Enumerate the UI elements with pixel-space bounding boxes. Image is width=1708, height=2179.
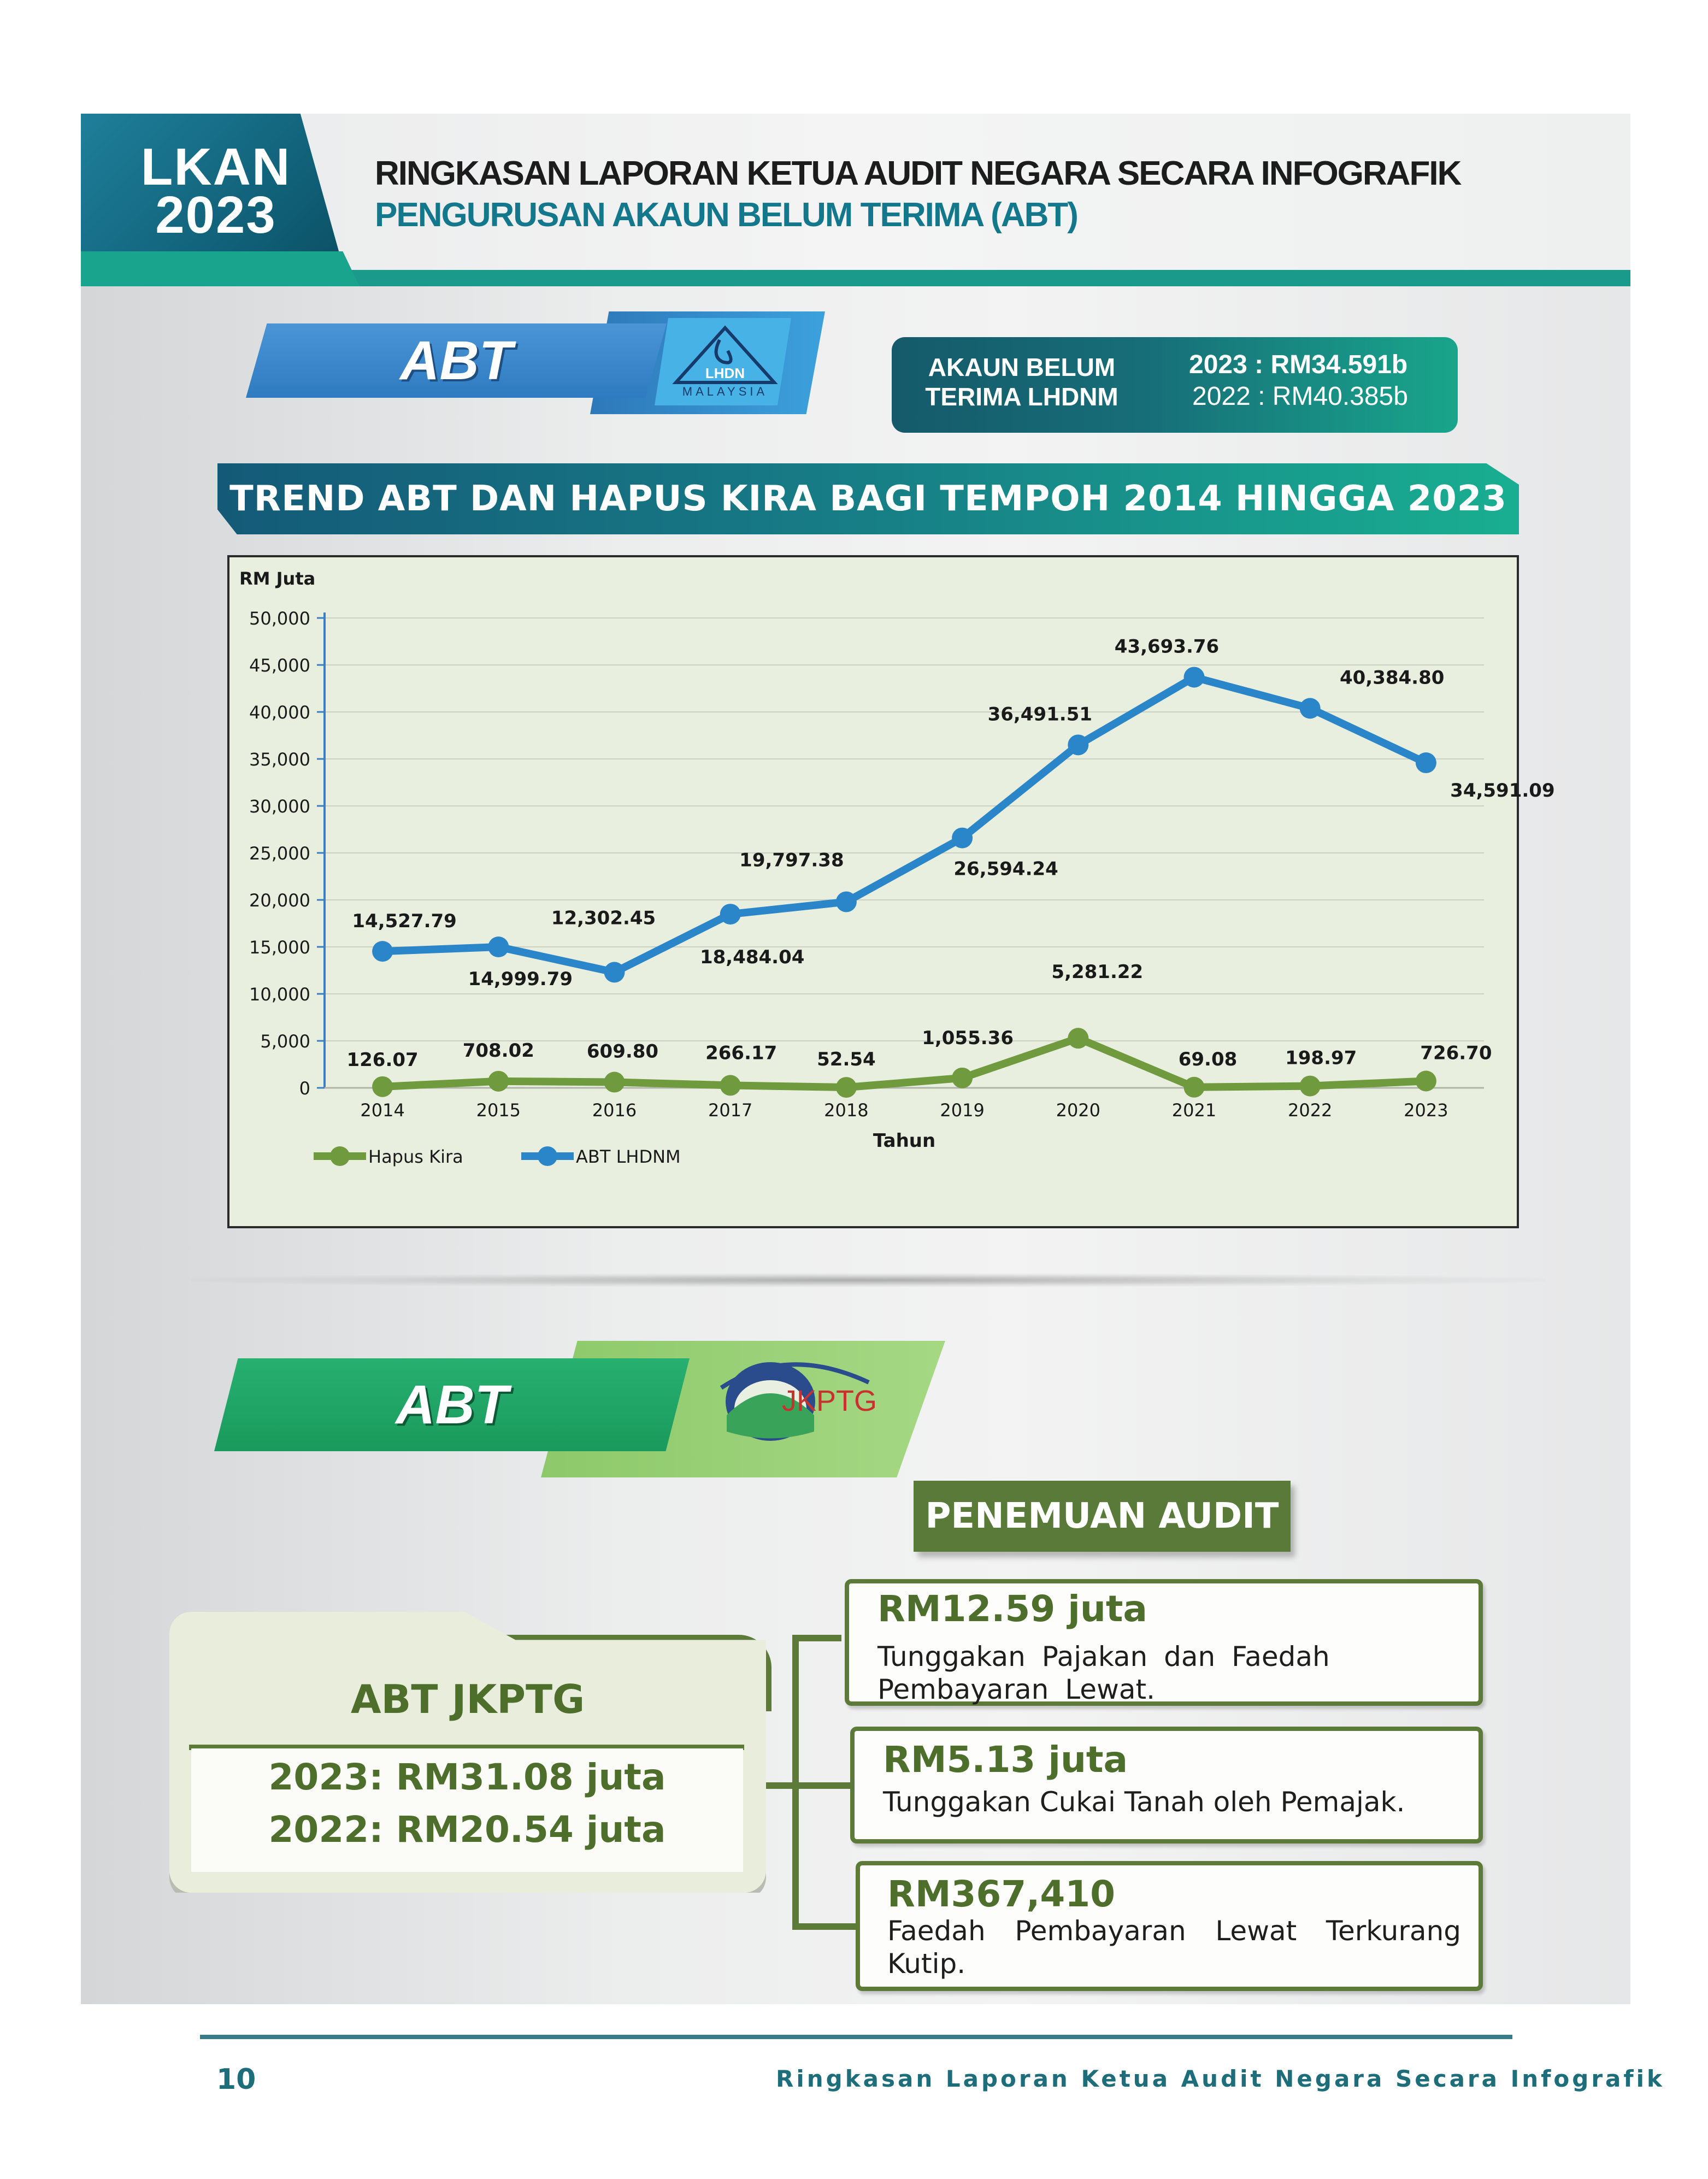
x-tick-label: 2022: [1287, 1100, 1333, 1121]
lhdn-logo: [668, 323, 782, 400]
data-label: 18,484.04: [699, 946, 805, 969]
finding-description: Tunggakan Cukai Tanah oleh Pemajak.: [883, 1786, 1405, 1818]
finding-description: Faedah Pembayaran Lewat Terkurang Kutip.: [887, 1915, 1461, 1980]
data-label: 52.54: [817, 1049, 876, 1071]
data-label: 26,594.24: [953, 858, 1058, 880]
badge-line2: 2023: [155, 186, 276, 244]
x-tick-label: 2018: [824, 1100, 869, 1121]
data-point: [1416, 752, 1436, 773]
finding-box-3: [856, 1861, 1483, 1991]
jkptg-value-2023: 2023: RM31.08 juta: [268, 1756, 666, 1798]
y-axis-label: RM Juta: [239, 568, 316, 589]
data-label: 14,999.79: [468, 968, 573, 991]
jkptg-abt-label: ABT: [396, 1374, 508, 1435]
data-point: [1068, 1028, 1088, 1049]
tree-branch-1: [792, 1635, 841, 1641]
data-label: 19,797.38: [739, 849, 844, 871]
data-label: 36,491.51: [987, 703, 1093, 726]
y-tick-label: 0: [299, 1078, 310, 1099]
y-tick-label: 40,000: [249, 702, 310, 723]
trend-chart: [227, 555, 1555, 1228]
y-tick-label: 15,000: [249, 937, 310, 958]
data-label: 1,055.36: [922, 1027, 1014, 1049]
data-point: [604, 962, 625, 982]
data-point: [1184, 1077, 1205, 1098]
data-label: 5,281.22: [1051, 961, 1144, 984]
x-tick-label: 2023: [1404, 1100, 1448, 1121]
data-label: 69.08: [1178, 1048, 1238, 1070]
data-label: 40,384.80: [1339, 667, 1445, 689]
y-tick-label: 35,000: [249, 749, 310, 770]
finding-description: Tunggakan Pajakan dan Faedah Pembayaran Lewat.: [877, 1641, 1330, 1705]
data-point: [604, 1072, 625, 1093]
data-point: [1416, 1071, 1436, 1092]
data-point: [372, 941, 393, 962]
lhdn-logo-mark: [716, 340, 731, 363]
finding-box-2: [850, 1727, 1483, 1844]
data-label: 708.02: [462, 1039, 534, 1062]
data-label: 126.07: [346, 1049, 419, 1071]
data-point: [488, 1071, 509, 1092]
x-tick-label: 2021: [1171, 1100, 1217, 1121]
jkptg-logo-text: JKPTG: [781, 1385, 877, 1417]
y-tick-label: 20,000: [249, 890, 310, 911]
penemuan-audit-title: PENEMUAN AUDIT: [914, 1481, 1291, 1552]
finding-amount: RM12.59 juta: [877, 1588, 1147, 1630]
jkptg-logo: [705, 1350, 885, 1448]
legend-label: Hapus Kira: [368, 1146, 463, 1167]
data-point: [1068, 734, 1088, 755]
badge-line1: LKAN: [140, 138, 291, 196]
data-label: 198.97: [1285, 1047, 1357, 1069]
x-tick-label: 2017: [708, 1100, 753, 1121]
series-line-hapus-kira: [382, 1038, 1426, 1087]
y-tick-label: 25,000: [249, 843, 310, 864]
data-label: 43,693.76: [1114, 635, 1220, 658]
data-label: 609.80: [586, 1040, 659, 1063]
data-point: [1300, 1076, 1321, 1097]
finding-amount: RM5.13 juta: [883, 1739, 1128, 1781]
jkptg-card-title: ABT JKPTG: [350, 1676, 585, 1722]
report-title: RINGKASAN LAPORAN KETUA AUDIT NEGARA SECARA INFOGRAFIK: [375, 155, 1461, 192]
legend-marker: [330, 1146, 350, 1166]
data-point: [1184, 667, 1205, 687]
tree-card-link: [766, 1782, 793, 1789]
tree-branch-2: [792, 1782, 852, 1789]
x-tick-label: 2019: [940, 1100, 985, 1121]
lhdn-logo-subtext: MALAYSIA: [682, 385, 768, 398]
akaun-belum-label: AKAUN BELUM TERIMA LHDNM: [925, 353, 1118, 411]
data-label: 266.17: [705, 1042, 778, 1064]
data-point: [952, 828, 973, 849]
akaun-value-2023: 2023 : RM34.591b: [1189, 350, 1408, 379]
data-point: [488, 937, 509, 957]
footer-rule: [200, 2035, 1512, 2039]
tree-branch-3: [792, 1923, 858, 1930]
data-point: [952, 1068, 973, 1088]
finding-amount: RM367,410: [887, 1873, 1116, 1915]
legend-marker: [538, 1146, 557, 1166]
x-tick-label: 2016: [592, 1100, 637, 1121]
x-axis-label: Tahun: [873, 1130, 936, 1152]
y-tick-label: 5,000: [260, 1031, 310, 1052]
data-label: 14,527.79: [352, 910, 457, 933]
data-point: [836, 891, 857, 912]
series-line-abt-lhdnm: [382, 677, 1426, 972]
page-number: 10: [216, 2063, 256, 2096]
trend-title: TREND ABT DAN HAPUS KIRA BAGI TEMPOH 2014 HINGGA 2023: [229, 479, 1507, 519]
akaun-value-2022: 2022 : RM40.385b: [1192, 382, 1408, 411]
data-label: 34,591.09: [1450, 780, 1555, 802]
footer-text: Ringkasan Laporan Ketua Audit Negara Secara Infografik: [776, 2065, 1665, 2092]
lhdn-abt-label: ABT: [400, 330, 513, 391]
data-label: 12,302.45: [551, 907, 656, 929]
y-tick-label: 30,000: [249, 796, 310, 817]
data-point: [720, 1075, 741, 1096]
data-point: [1300, 698, 1321, 719]
legend-label: ABT LHDNM: [576, 1146, 681, 1167]
x-tick-label: 2014: [360, 1100, 405, 1121]
data-point: [372, 1076, 393, 1097]
x-tick-label: 2015: [476, 1100, 521, 1121]
data-label: 726.70: [1420, 1042, 1492, 1064]
data-point: [836, 1077, 857, 1098]
finding-box-1: [845, 1579, 1483, 1706]
lkan-badge-label: [134, 138, 298, 244]
section-divider: [191, 1273, 1546, 1287]
y-tick-label: 45,000: [249, 655, 310, 676]
y-tick-label: 10,000: [249, 984, 310, 1005]
data-point: [720, 904, 741, 924]
jkptg-value-2022: 2022: RM20.54 juta: [268, 1809, 666, 1851]
lhdn-logo-text: LHDN: [705, 365, 745, 381]
y-tick-label: 50,000: [249, 608, 310, 629]
lkan-badge-accent: [81, 251, 360, 286]
report-subtitle: PENGURUSAN AKAUN BELUM TERIMA (ABT): [375, 196, 1077, 234]
x-tick-label: 2020: [1056, 1100, 1101, 1121]
